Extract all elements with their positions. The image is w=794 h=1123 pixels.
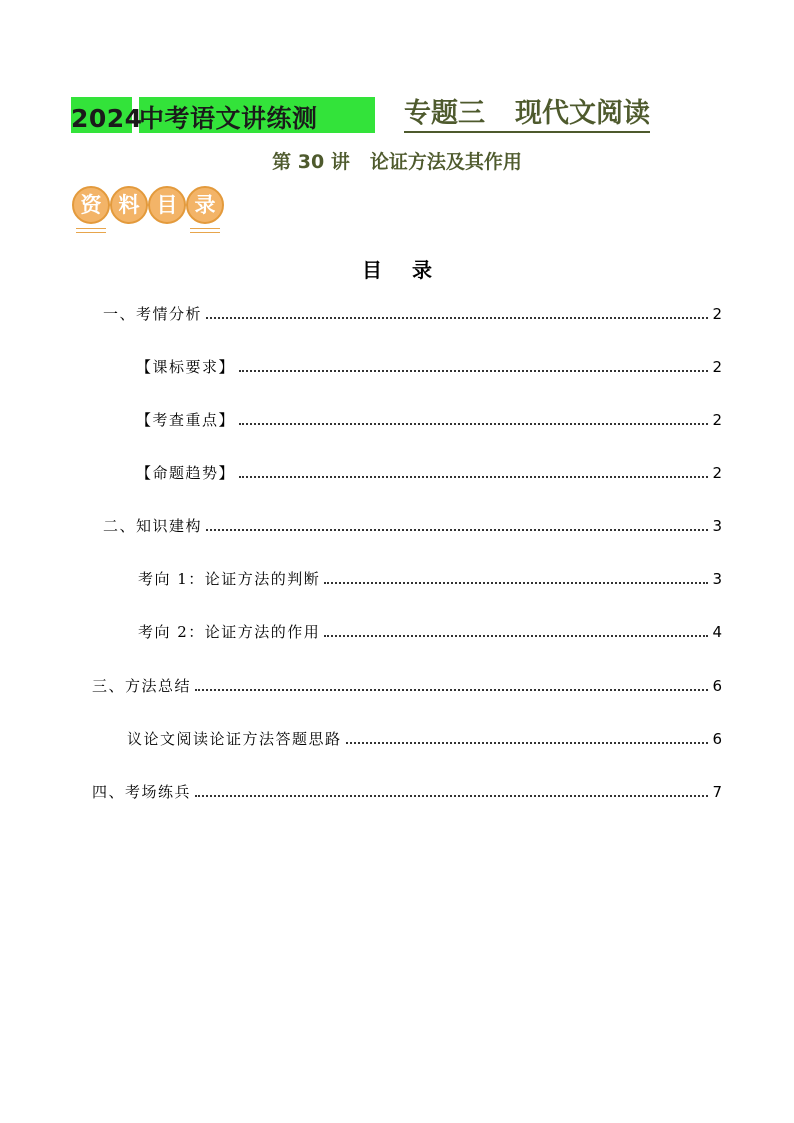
toc-page-number: 7 (712, 783, 722, 801)
toc-leader (324, 634, 708, 637)
badge-underline (190, 232, 220, 233)
badge-char: 资 (72, 186, 110, 224)
topic-title (404, 97, 650, 133)
series-label: 中考语文讲练测 (139, 104, 318, 133)
toc-entry[interactable] (138, 621, 722, 641)
toc-page-number: 2 (712, 358, 722, 376)
toc-leader (195, 688, 708, 691)
toc-entry[interactable] (92, 781, 722, 801)
lecture-name: 论证方法及其作用 (369, 151, 522, 173)
badge-underline (76, 232, 106, 233)
toc-entry[interactable] (136, 462, 722, 482)
toc-entry-label: 【课标要求】 (136, 358, 236, 376)
lecture-number: 第 30 讲 (272, 151, 350, 173)
badge-char: 料 (110, 186, 148, 224)
toc-heading: 目录 (362, 258, 462, 282)
toc-page-number: 6 (712, 677, 722, 695)
toc-page-number: 3 (712, 570, 722, 588)
toc-entry[interactable] (103, 303, 722, 323)
document-header (71, 97, 681, 133)
toc-leader (239, 422, 708, 425)
toc-leader (195, 794, 708, 797)
toc-leader (346, 741, 709, 744)
topic-part1: 专题三 (404, 98, 485, 129)
toc-page-number: 2 (712, 305, 722, 323)
toc-entry-label: 考向 1：论证方法的判断 (138, 570, 321, 588)
toc-page-number: 2 (712, 464, 722, 482)
toc-page-number: 2 (712, 411, 722, 429)
toc-entry[interactable] (136, 356, 722, 376)
toc-page-number: 4 (712, 623, 722, 641)
lecture-title (0, 147, 794, 174)
toc-entry-label: 【命题趋势】 (136, 464, 236, 482)
toc-entry-label: 一、考情分析 (103, 305, 203, 323)
toc-entry-label: 三、方法总结 (92, 677, 192, 695)
badge-char: 目 (148, 186, 186, 224)
toc-entry[interactable] (136, 409, 722, 429)
badge-underline (190, 228, 220, 229)
toc-entry[interactable] (103, 515, 722, 535)
topic-part2: 现代文阅读 (515, 98, 650, 129)
badge-underline (76, 228, 106, 229)
toc-entry-label: 议论文阅读论证方法答题思路 (127, 730, 342, 748)
toc-leader (239, 369, 708, 372)
series-title (71, 99, 318, 135)
toc-entry[interactable] (92, 675, 722, 695)
toc-entry-label: 【考查重点】 (136, 411, 236, 429)
toc-leader (206, 316, 708, 319)
toc-entry-label: 四、考场练兵 (92, 783, 192, 801)
toc-entry-label: 二、知识建构 (103, 517, 203, 535)
toc-entry[interactable] (138, 568, 722, 588)
toc-leader (324, 581, 708, 584)
toc-page-number: 3 (712, 517, 722, 535)
badge-char: 录 (186, 186, 224, 224)
toc-entry[interactable] (127, 728, 722, 748)
toc-entry-label: 考向 2：论证方法的作用 (138, 623, 321, 641)
year-label: 2024 (71, 104, 143, 133)
toc-leader (239, 475, 708, 478)
resource-badge-group (72, 186, 232, 238)
toc-leader (206, 528, 708, 531)
toc-page-number: 6 (712, 730, 722, 748)
